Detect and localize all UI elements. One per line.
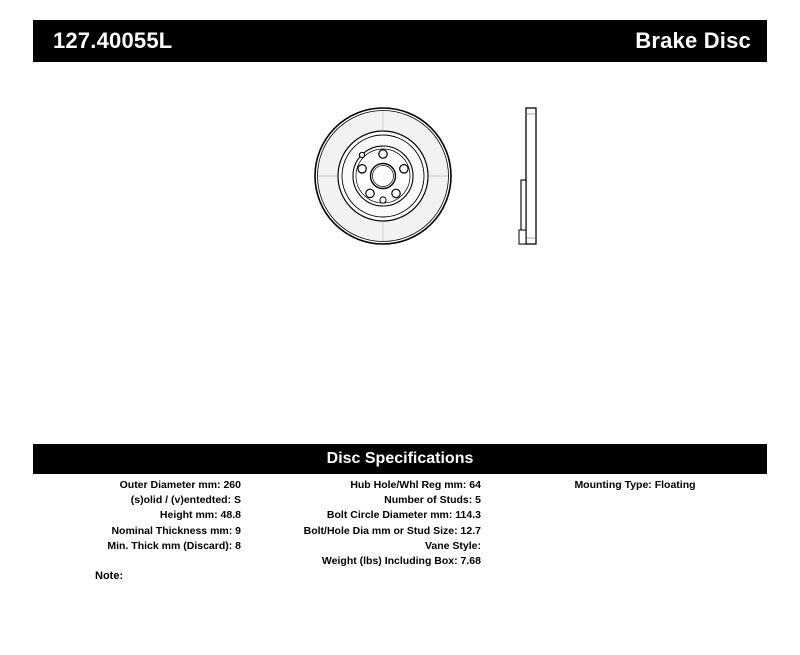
- spec-item: Bolt Circle Diameter mm: 114.3: [326, 509, 481, 522]
- spec-item: Bolt/Hole Dia mm or Stud Size: 12.7: [303, 524, 481, 537]
- spec-item: Number of Studs: 5: [384, 494, 481, 507]
- document-header-bar: [33, 20, 767, 62]
- spec-item: (s)olid / (v)entedted: S: [130, 494, 241, 507]
- spec-item: Vane Style:: [424, 539, 481, 552]
- specs-column-right: [503, 478, 767, 493]
- specs-column-left: [33, 478, 241, 554]
- spec-item: Weight (lbs) Including Box: 7.68: [321, 555, 481, 568]
- disc-specifications-bar: [33, 444, 767, 474]
- part-number: 127.40055L: [53, 28, 173, 53]
- spec-item: Height mm: 48.8: [159, 509, 241, 522]
- brake-rotor-edge-view: [519, 108, 536, 244]
- brake-rotor-face-view: [315, 108, 451, 244]
- product-drawing: [33, 70, 767, 430]
- spec-item: Min. Thick mm (Discard): 8: [107, 539, 241, 552]
- document-type-label: Brake Disc: [635, 28, 751, 53]
- note-label: Note:: [95, 570, 124, 582]
- spec-item: Nominal Thickness mm: 9: [111, 524, 241, 537]
- spec-item: Outer Diameter mm: 260: [119, 479, 241, 491]
- specs-section-title: Disc Specifications: [326, 450, 474, 467]
- disc-specifications-body: [33, 478, 767, 588]
- spec-item: Mounting Type: Floating: [574, 479, 696, 491]
- specs-column-middle: [255, 478, 481, 569]
- spec-item: Hub Hole/Whl Reg mm: 64: [350, 479, 481, 491]
